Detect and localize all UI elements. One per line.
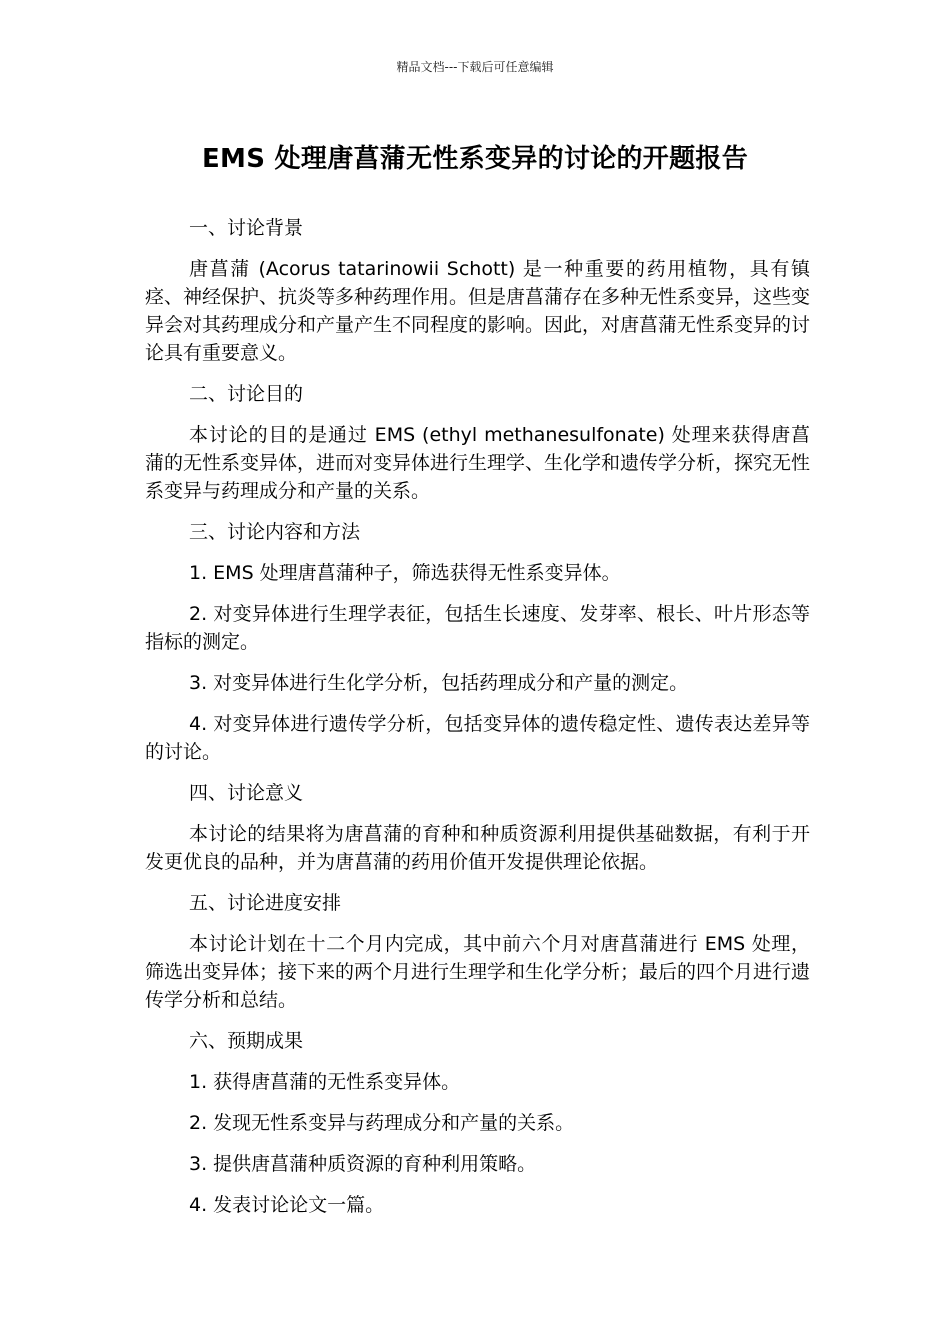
section-heading-schedule: 五、讨论进度安排 [189, 892, 342, 914]
section-heading-purpose: 二、讨论目的 [189, 383, 304, 405]
document-title: EMS 处理唐菖蒲无性系变异的讨论的开题报告 [201, 144, 748, 174]
list-item-outcome: 2. 发现无性系变异与药理成分和产量的关系。 [189, 1112, 575, 1134]
paragraph-background: 唐菖蒲 (Acorus tatarinowii Schott) 是一种重要的药用植物，具有镇痉、神经保护、抗炎等多种药理作用。但是唐菖蒲存在多种无性系变异，这些变异会对其药理成分和产量产生不同程度的影响。因此，对唐菖蒲无性系变异的讨论具有重要意义。 [145, 258, 811, 364]
list-item-method: 3. 对变异体进行生化学分析，包括药理成分和产量的测定。 [189, 672, 689, 694]
document-body [145, 214, 810, 1232]
list-item-outcome: 3. 提供唐菖蒲种质资源的育种利用策略。 [189, 1153, 537, 1175]
section-heading-significance: 四、讨论意义 [189, 782, 304, 804]
list-item-method: 1. EMS 处理唐菖蒲种子，筛选获得无性系变异体。 [189, 562, 621, 584]
paragraph-schedule: 本讨论计划在十二个月内完成，其中前六个月对唐菖蒲进行 EMS 处理，筛选出变异体；接下来的两个月进行生理学和生化学分析；最后的四个月进行遗传学分析和总结。 [145, 933, 811, 1011]
list-item-outcome: 4. 发表讨论论文一篇。 [189, 1194, 385, 1216]
paragraph-significance: 本讨论的结果将为唐菖蒲的育种和种质资源利用提供基础数据，有利于开发更优良的品种，并为唐菖蒲的药用价值开发提供理论依据。 [145, 823, 810, 873]
list-item-outcome: 1. 获得唐菖蒲的无性系变异体。 [189, 1071, 461, 1093]
paragraph-purpose: 本讨论的目的是通过 EMS (ethyl methanesulfonate) 处理来获得唐菖蒲的无性系变异体，进而对变异体进行生理学、生化学和遗传学分析，探究无性系变异与药理成分和产量的关系。 [145, 424, 811, 502]
list-item-method: 2. 对变异体进行生理学表征，包括生长速度、发芽率、根长、叶片形态等指标的测定。 [145, 603, 810, 653]
section-heading-background: 一、讨论背景 [189, 217, 304, 239]
list-item-method: 4. 对变异体进行遗传学分析，包括变异体的遗传稳定性、遗传表达差异等的讨论。 [145, 713, 810, 763]
header-note: 精品文档---下载后可任意编辑 [396, 60, 554, 74]
section-heading-methods: 三、讨论内容和方法 [189, 521, 361, 543]
section-heading-outcomes: 六、预期成果 [189, 1030, 304, 1052]
